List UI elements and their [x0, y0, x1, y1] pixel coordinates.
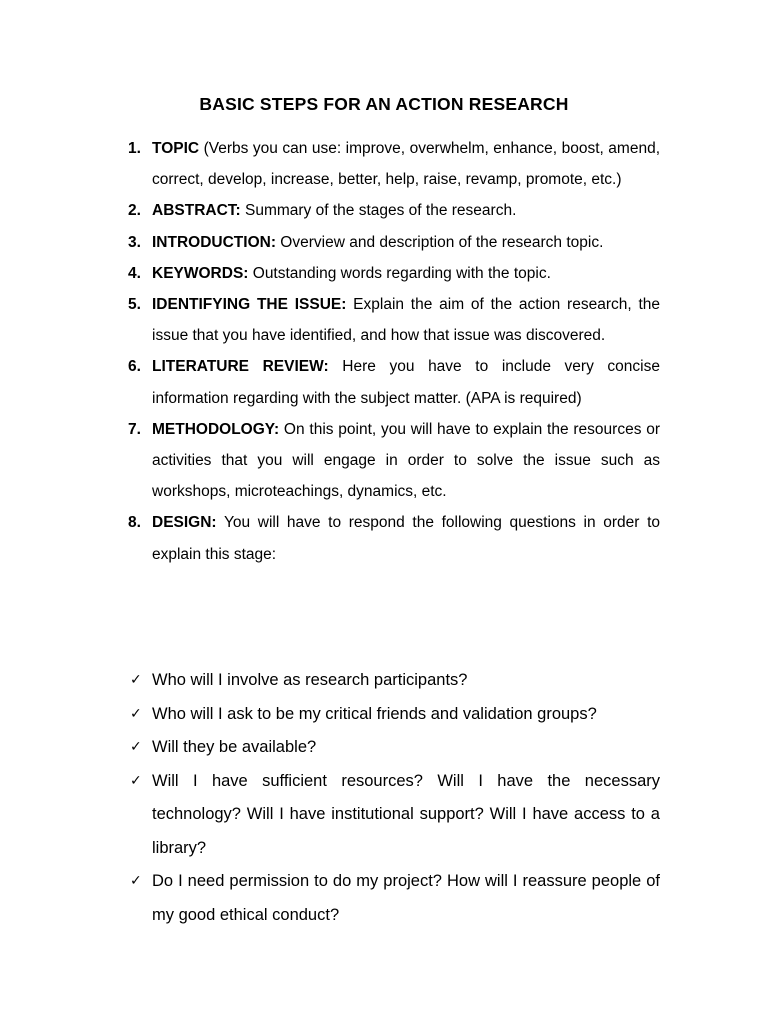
step-description: Summary of the stages of the research.	[240, 202, 517, 220]
step-description: Here you have to include very concise information regarding with the subject matter. (APA is required)	[152, 358, 660, 407]
step-number: 7.	[128, 420, 141, 438]
document-title: BASIC STEPS FOR AN ACTION RESEARCH	[199, 94, 569, 114]
step-description: Explain the aim of the action research, the issue that you have identified, and how that issue was discovered.	[152, 296, 660, 345]
step-description: Outstanding words regarding with the topic.	[248, 264, 551, 282]
step-item	[128, 289, 660, 351]
step-item	[128, 414, 660, 508]
step-item	[128, 133, 660, 195]
checklist-text: Will they be available?	[152, 738, 317, 756]
checklist-item	[130, 698, 660, 732]
checkmark-icon: ✓	[130, 772, 142, 789]
step-item	[128, 195, 660, 226]
checklist-item	[130, 731, 660, 765]
checklist-text: Who will I involve as research participants?	[152, 671, 468, 689]
step-term: LITERATURE REVIEW:	[152, 358, 329, 376]
step-number: 3.	[128, 233, 141, 251]
checklist-item	[130, 865, 660, 932]
checkmark-icon: ✓	[130, 873, 142, 889]
step-term: ABSTRACT:	[152, 202, 241, 220]
checklist-text: Do I need permission to do my project? How will I reassure people of my good ethical conduct?	[152, 872, 660, 924]
checkmark-icon: ✓	[130, 739, 142, 755]
step-item	[128, 507, 660, 569]
step-item	[128, 227, 660, 258]
checklist-text: Who will I ask to be my critical friends and validation groups?	[152, 704, 597, 723]
checklist-item	[130, 765, 660, 866]
step-number: 8.	[128, 514, 141, 532]
step-term: INTRODUCTION:	[152, 233, 276, 251]
checkmark-icon: ✓	[130, 672, 142, 688]
step-item	[128, 258, 660, 289]
step-description: You will have to respond the following questions in order to explain this stage:	[152, 514, 660, 563]
step-description: (Verbs you can use: improve, overwhelm, enhance, boost, amend, correct, develop, increase, better, help, raise, revamp, promote, etc.)	[152, 140, 660, 189]
step-number: 6.	[128, 358, 141, 376]
step-description: On this point, you will have to explain the resources or activities that you will engage in order to solve the issue such as workshops, microteachings, dynamics, etc.	[152, 420, 660, 501]
design-questions-list	[130, 664, 660, 932]
step-term: DESIGN:	[152, 514, 217, 532]
step-item	[128, 351, 660, 413]
step-number: 2.	[128, 202, 141, 220]
step-term: KEYWORDS:	[152, 264, 249, 282]
checkmark-icon: ✓	[130, 705, 142, 722]
step-description: Overview and description of the research topic.	[276, 233, 604, 251]
checklist-item	[130, 664, 660, 698]
step-term: IDENTIFYING THE ISSUE:	[152, 296, 347, 314]
steps-list	[128, 133, 660, 570]
step-term: METHODOLOGY:	[152, 420, 280, 438]
checklist-text: Will I have sufficient resources? Will I have the necessary technology? Will I have institutional support? Will I have access to a library?	[152, 771, 660, 857]
step-number: 1.	[128, 140, 141, 157]
step-number: 4.	[128, 264, 141, 282]
step-number: 5.	[128, 296, 141, 314]
step-term: TOPIC	[152, 140, 200, 157]
